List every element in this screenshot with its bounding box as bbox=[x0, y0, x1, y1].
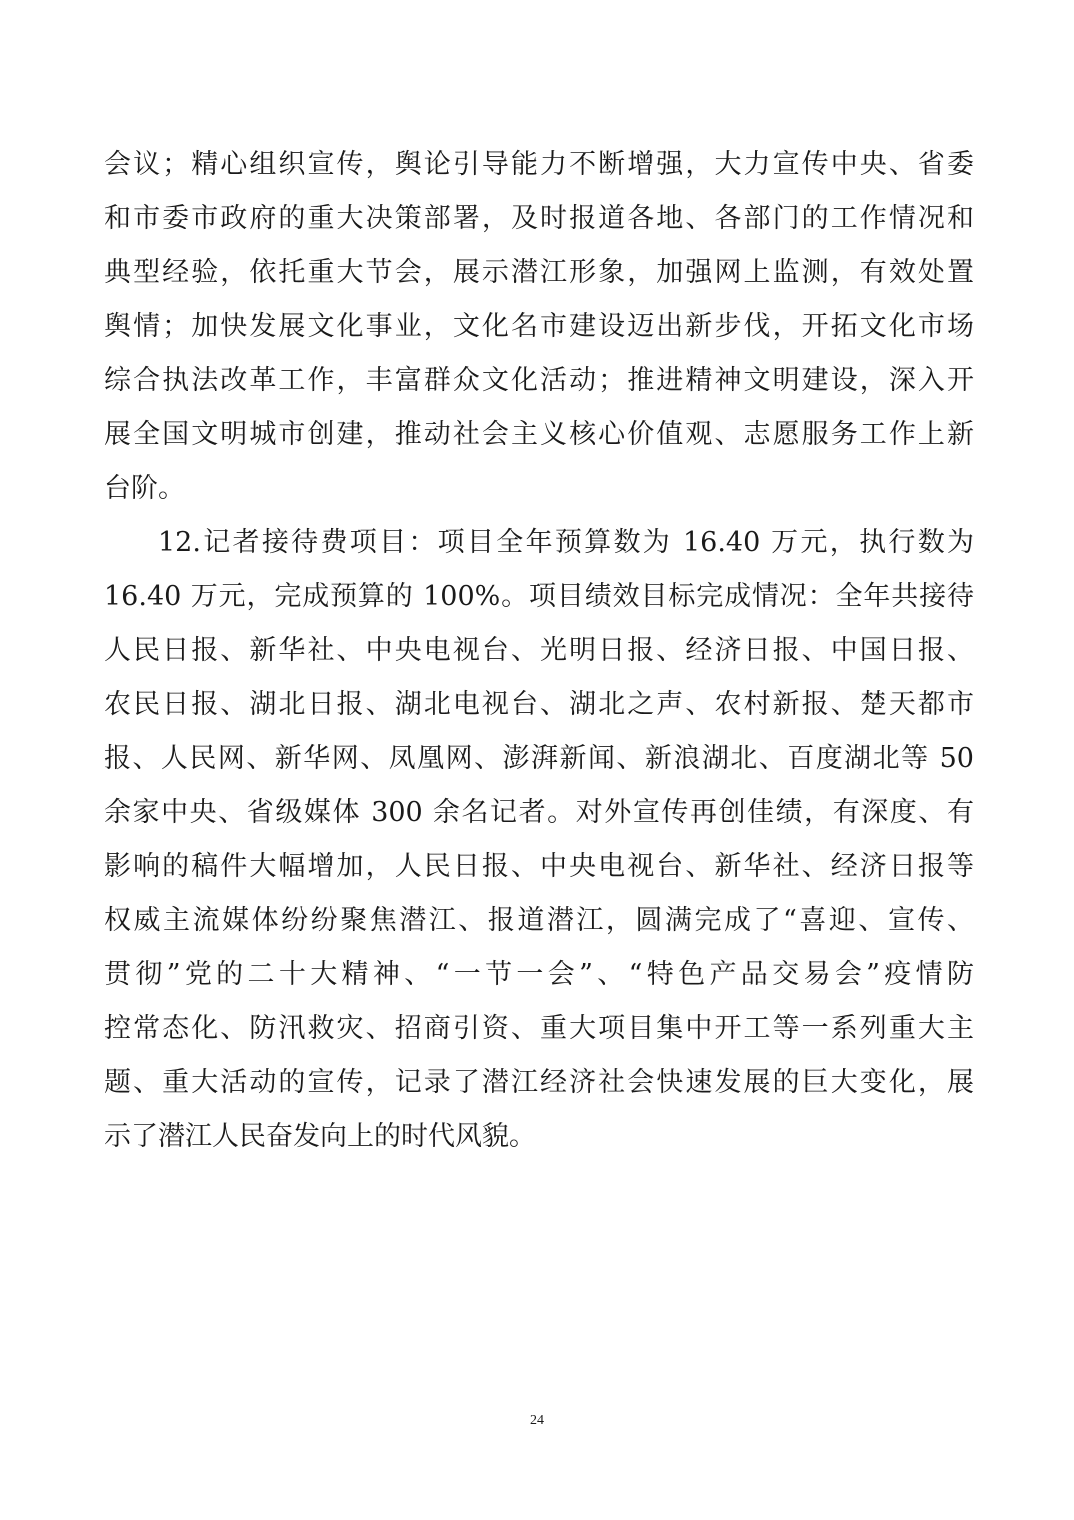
text-line: 控常态化、防汛救灾、招商引资、重大项目集中开工等一系列重大主 bbox=[104, 1013, 974, 1044]
text-line: 16.40 万元，完成预算的 100%。项目绩效目标完成情况：全年共接待 bbox=[104, 581, 974, 612]
text-line: 农民日报、湖北日报、湖北电视台、湖北之声、农村新报、楚天都市 bbox=[104, 689, 974, 720]
text-line: 权威主流媒体纷纷聚焦潜江、报道潜江，圆满完成了“喜迎、宣传、 bbox=[104, 905, 974, 936]
text-line: 贯彻”党的二十大精神、“一节一会”、“特色产品交易会”疫情防 bbox=[104, 959, 974, 990]
text-line: 人民日报、新华社、中央电视台、光明日报、经济日报、中国日报、 bbox=[104, 635, 974, 666]
text-line: 会议；精心组织宣传，舆论引导能力不断增强，大力宣传中央、省委 bbox=[104, 149, 974, 180]
text-line: 典型经验，依托重大节会，展示潜江形象，加强网上监测，有效处置 bbox=[104, 257, 974, 288]
text-line: 影响的稿件大幅增加，人民日报、中央电视台、新华社、经济日报等 bbox=[104, 851, 974, 882]
text-line: 报、人民网、新华网、凤凰网、澎湃新闻、新浪湖北、百度湖北等 50 bbox=[104, 743, 974, 774]
text-line: 12.记者接待费项目：项目全年预算数为 16.40 万元，执行数为 bbox=[158, 527, 974, 558]
page-number: 24 bbox=[530, 1413, 544, 1428]
text-line: 台阶。 bbox=[104, 473, 185, 504]
text-line: 余家中央、省级媒体 300 余名记者。对外宣传再创佳绩，有深度、有 bbox=[104, 797, 974, 828]
text-line: 示了潜江人民奋发向上的时代风貌。 bbox=[104, 1121, 536, 1152]
text-line: 展全国文明城市创建，推动社会主义核心价值观、志愿服务工作上新 bbox=[104, 419, 974, 450]
text-line: 舆情；加快发展文化事业，文化名市建设迈出新步伐，开拓文化市场 bbox=[104, 311, 974, 342]
text-line: 题、重大活动的宣传，记录了潜江经济社会快速发展的巨大变化，展 bbox=[104, 1067, 974, 1098]
text-line: 综合执法改革工作，丰富群众文化活动；推进精神文明建设，深入开 bbox=[104, 365, 974, 396]
text-line: 和市委市政府的重大决策部署，及时报道各地、各部门的工作情况和 bbox=[104, 203, 974, 234]
